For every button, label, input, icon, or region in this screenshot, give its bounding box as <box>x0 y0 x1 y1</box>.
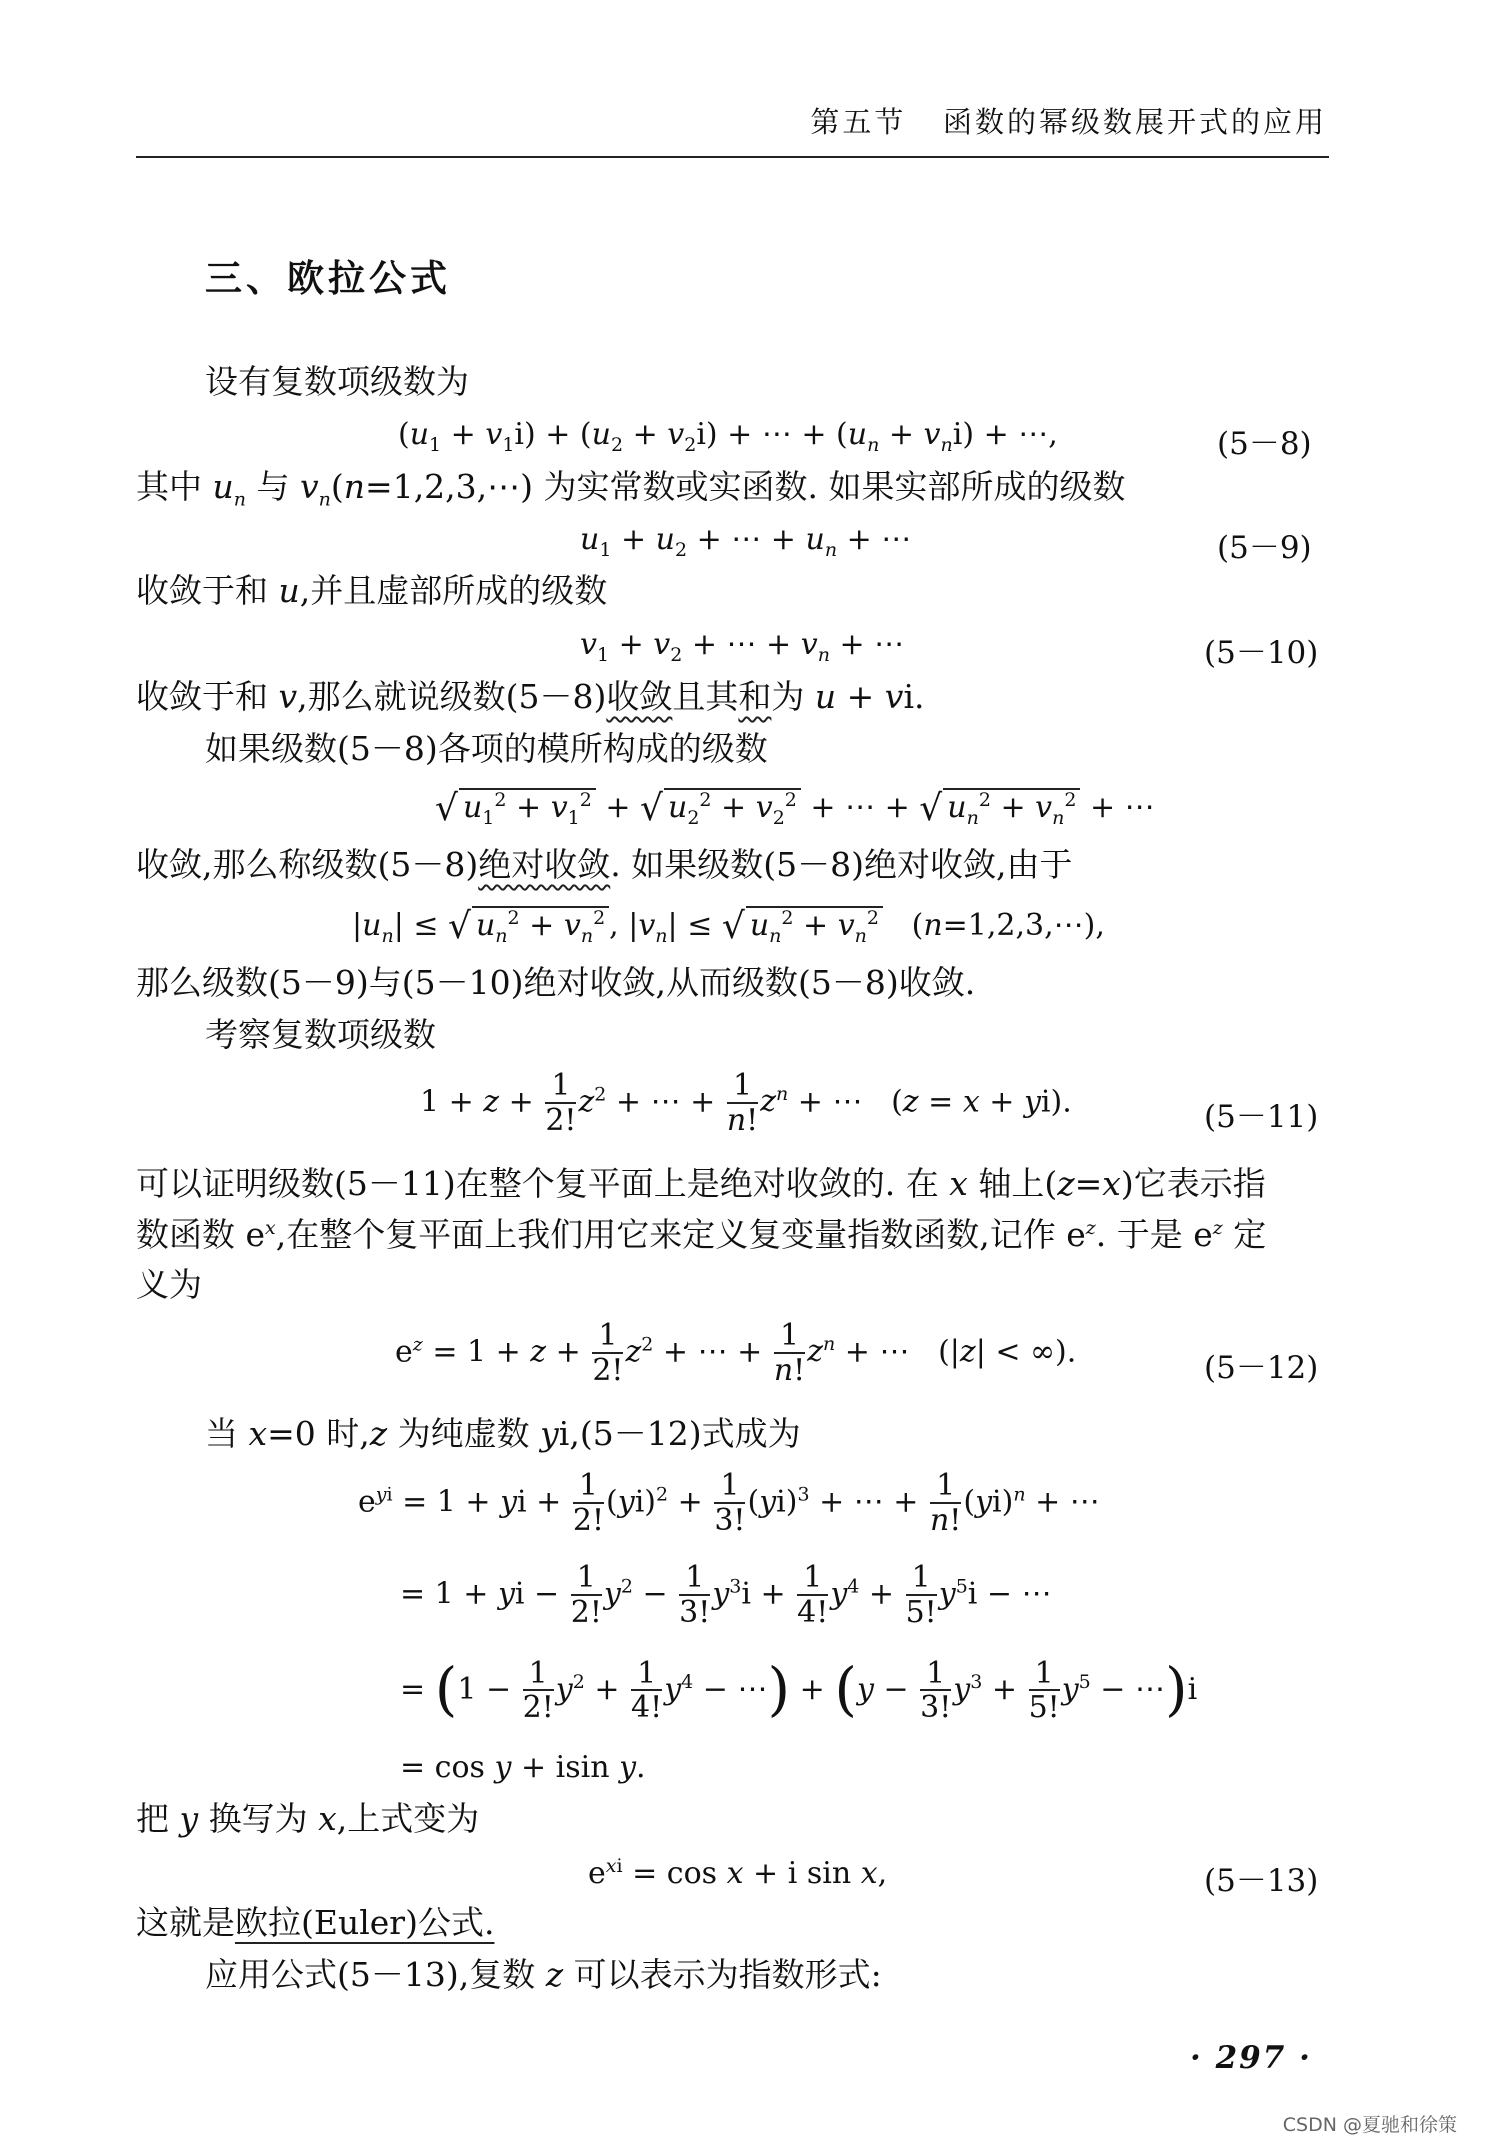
equation-tag: (5－8) <box>1217 426 1312 462</box>
equation-derivation: $e^{yi} = 1$ + yi + $\frac{1}{2!}$ (yi)$^2$ + $\frac{1}{3!}$ (yi)$^3$ + ⋯ + $\frac{1}{n!}$ (yi)$^n$ + ⋯ <box>358 1468 1100 1538</box>
paragraph-line: 其中 $u_n$ 与 $v_n(n=1,2,3,\cdots)$ 为实常数或实函数. 如果实部所成的级数 <box>136 467 1126 511</box>
paragraph-line: 如果级数(5－8)各项的模所构成的级数 <box>205 729 768 768</box>
header-rule <box>136 156 1329 158</box>
equation-5-12: $e^z = 1 + z$ + $\frac{1}{2!}$ $z^2$ + ⋯ + $\frac{1}{n!}$ $z^n$ + ⋯ (|z| < ∞). <box>395 1318 1077 1388</box>
equation-5-9: $u_1 + u_2$ + ⋯ + $u_n$ + ⋯ <box>580 522 912 561</box>
equation-inequality: $|u_n|$ ≤ √ $u_n^2 + v_n^2$ , $|v_n|$ ≤ √ $u_n^2 + v_n^2$ (n=1,2,3,⋯), <box>352 906 1105 947</box>
paragraph-line: 收敛于和 v,那么就说级数(5－8)收敛且其和为 u + vi. <box>136 677 925 716</box>
paragraph-line: 义为 <box>136 1265 202 1304</box>
equation-5-11: 1 + z + $\frac{1}{2!}$ $z^2$ + ⋯ + $\frac{1}{n!}$ $z^n$ + ⋯ (z = x + yi). <box>420 1068 1072 1138</box>
header-text: 第五节 函数的幂级数展开式的应用 <box>810 105 1327 139</box>
equation-5-10: $v_1 + v_2$ + ⋯ + $v_n$ + ⋯ <box>580 627 905 666</box>
paragraph-line: 收敛于和 u,并且虚部所成的级数 <box>136 571 608 610</box>
page-number: · 297 · <box>1190 2040 1312 2076</box>
paragraph-line: 可以证明级数(5－11)在整个复平面上是绝对收敛的. 在 x 轴上(z=x)它表示指 <box>136 1164 1266 1203</box>
equation-tag: (5－9) <box>1217 530 1312 566</box>
equation-tag: (5－12) <box>1204 1350 1319 1386</box>
paragraph-line: 这就是欧拉(Euler)公式. <box>136 1903 495 1942</box>
equation-derivation: = (1 − $\frac{1}{2!}$ $y^2$ + $\frac{1}{4!}$ $y^4$ − ⋯) + (y − $\frac{1}{3!}$ $y^3$ + $\frac{1}{5!}$ $y^5$ − ⋯)i <box>400 1655 1198 1726</box>
equation-derivation: = cos y + isin y. <box>400 1750 646 1785</box>
equation-5-13: $e^{xi} = \cos x + i$ sin x, <box>588 1855 888 1891</box>
paragraph-line: 当 x=0 时,z 为纯虚数 yi,(5－12)式成为 <box>205 1414 801 1453</box>
watermark: CSDN @夏驰和徐策 <box>1282 2114 1457 2136</box>
section-heading: 三、欧拉公式 <box>205 256 451 300</box>
paragraph-line: 那么级数(5－9)与(5－10)绝对收敛,从而级数(5－8)收敛. <box>136 963 976 1002</box>
equation-tag: (5－13) <box>1204 1863 1319 1899</box>
equation-derivation: = 1 + yi − $\frac{1}{2!}$ $y^2$ − $\frac{1}{3!}$ $y^3i$ + $\frac{1}{4!}$ $y^4$ + $\frac{1}{5!}$ $y^5i$ − ⋯ <box>400 1560 1052 1630</box>
paragraph-line: 应用公式(5－13),复数 z 可以表示为指数形式: <box>205 1955 882 1994</box>
equation-modulus-series: √ $u_1^2 + v_1^2$ + √ $u_2^2 + v_2^2$ + ⋯ + √ $u_n^2 + v_n^2$ + ⋯ <box>435 788 1155 829</box>
equation-5-8: $(u_1 + v_1i) + (u_2 + v_2i)$ + ⋯ + $(u_n + v_ni)$ + ⋯, <box>398 417 1058 456</box>
paragraph-line: 数函数 $e^x$,在整个复平面上我们用它来定义复变量指数函数,记作 $e^z$. 于是 $e^z$ 定 <box>136 1215 1267 1254</box>
equation-tag: (5－11) <box>1204 1099 1319 1135</box>
paragraph-line: 收敛,那么称级数(5－8)绝对收敛. 如果级数(5－8)绝对收敛,由于 <box>136 845 1073 884</box>
paragraph-line: 把 y 换写为 x,上式变为 <box>136 1799 480 1838</box>
equation-tag: (5－10) <box>1204 635 1319 671</box>
paragraph-line: 设有复数项级数为 <box>205 362 469 401</box>
running-header <box>0 100 1491 160</box>
paragraph-line: 考察复数项级数 <box>205 1015 436 1054</box>
